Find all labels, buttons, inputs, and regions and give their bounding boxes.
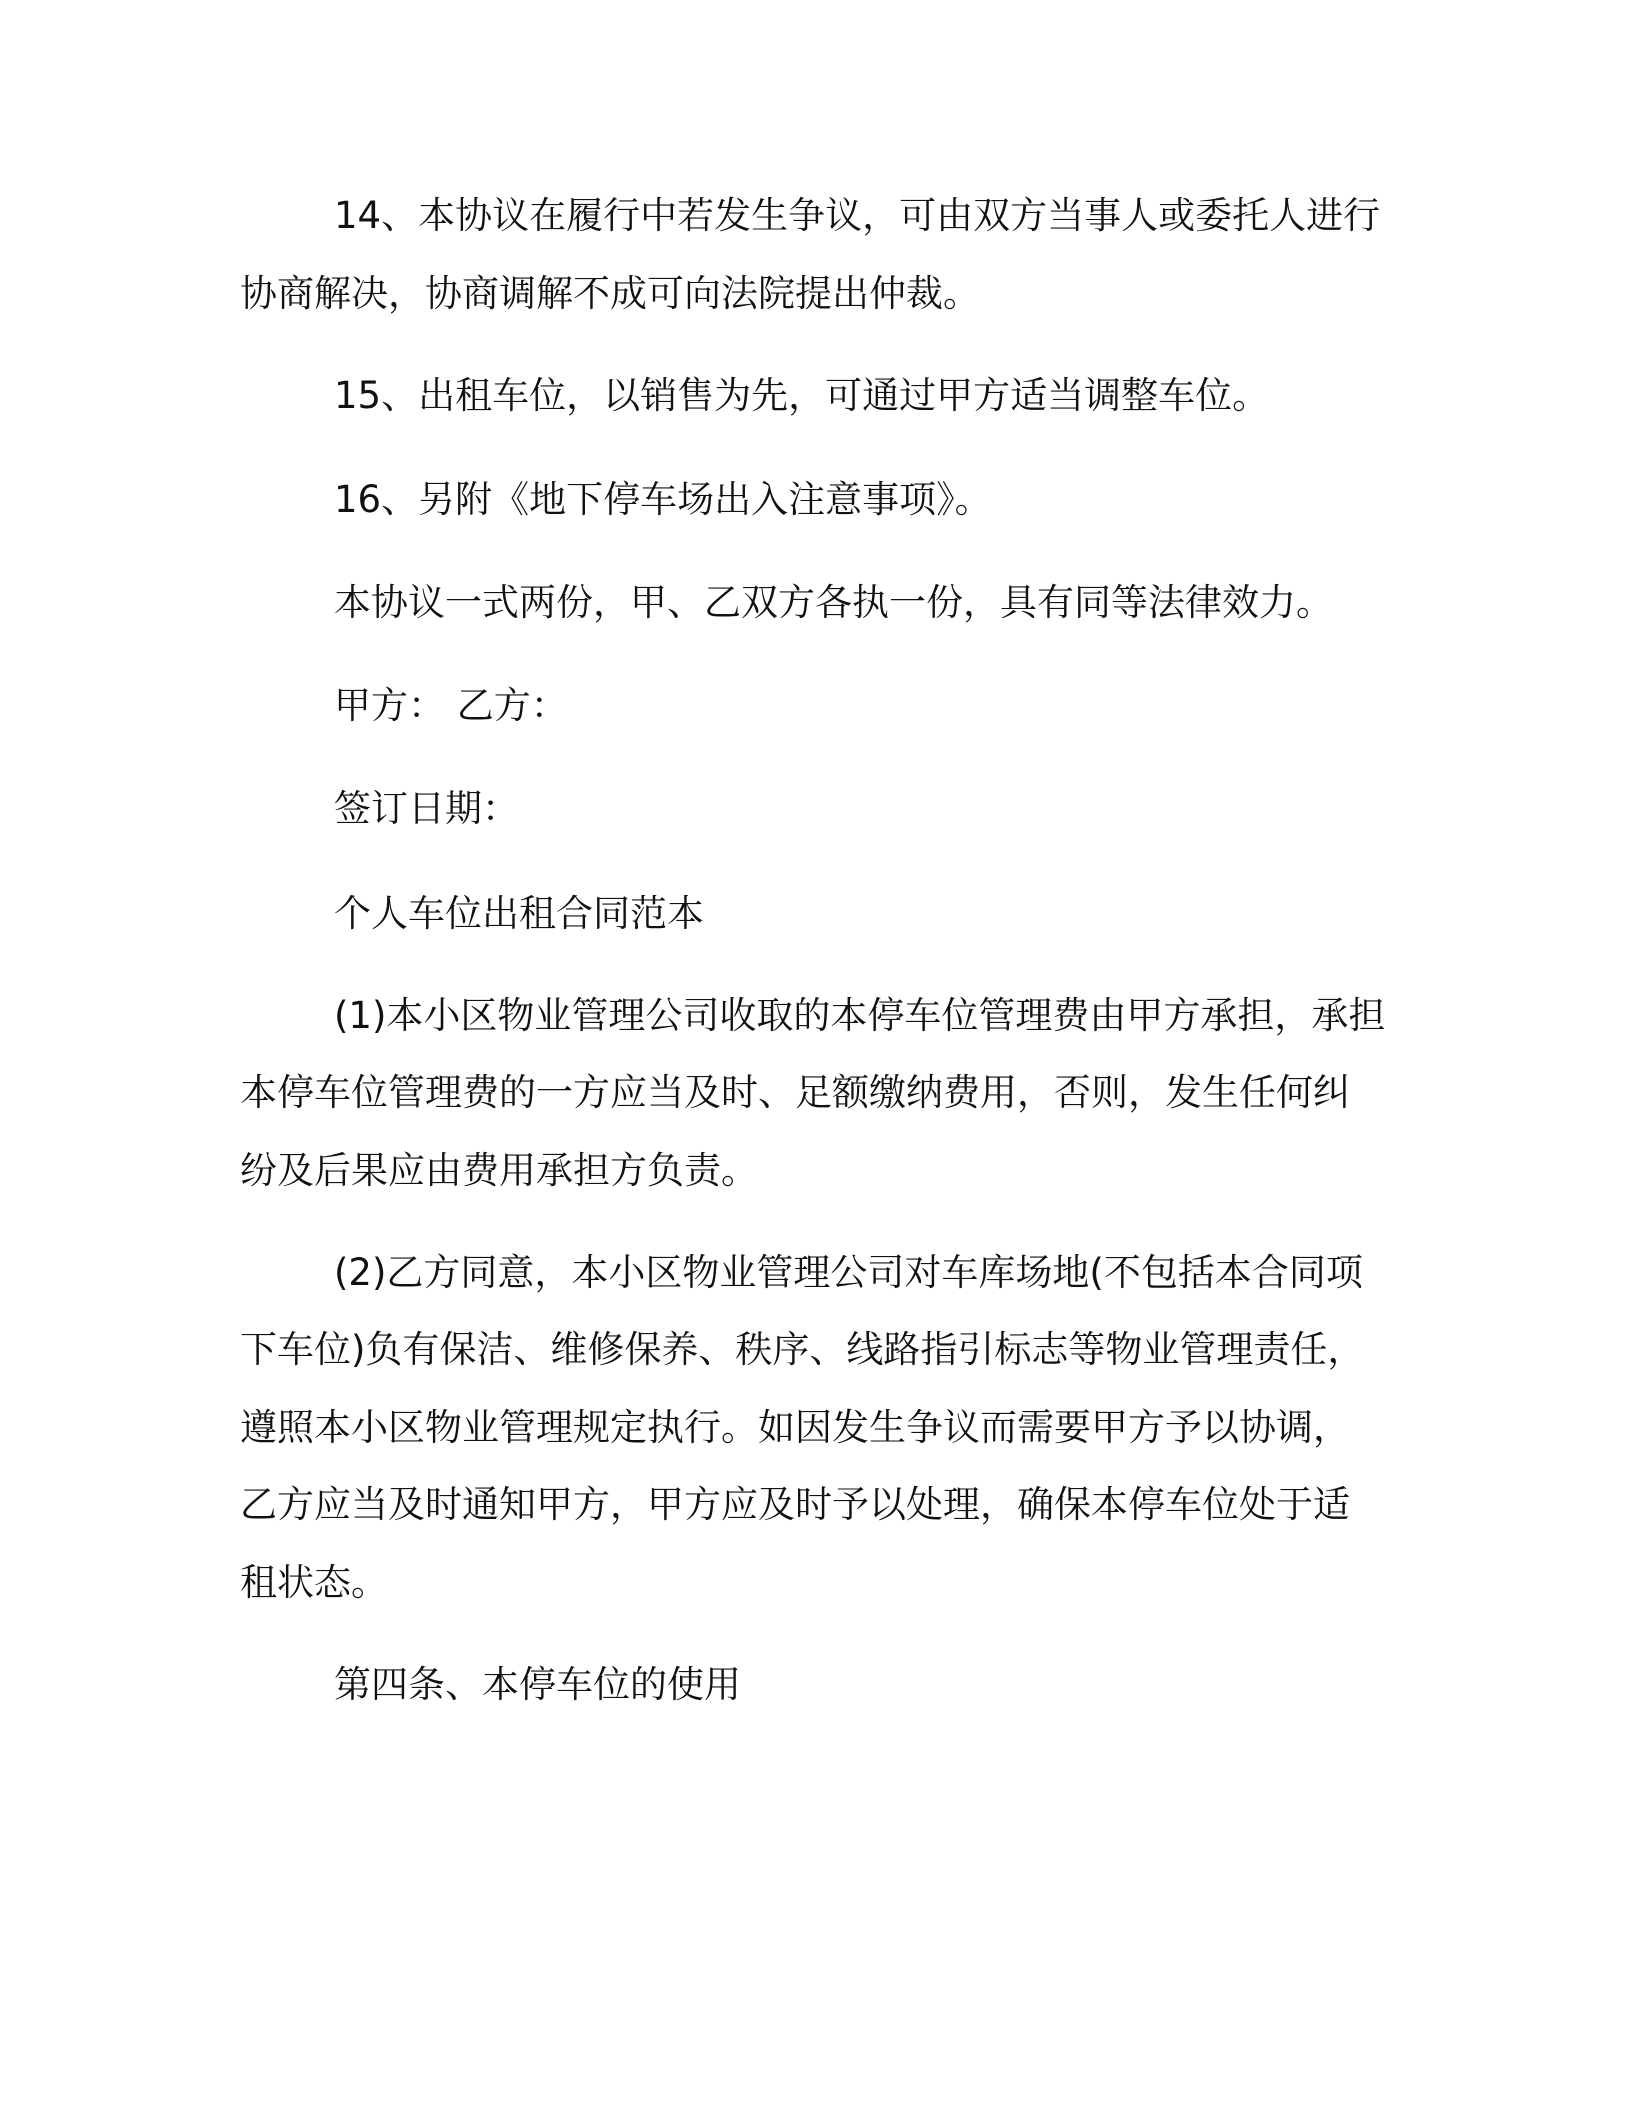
clause-14-line-2: 协商解决，协商调解不成可向法院提出仲裁。 <box>240 272 980 315</box>
clause-14-line-1: 14、本协议在履行中若发生争议，可由双方当事人或委托人进行 <box>334 194 1381 237</box>
clause-15-line-1: 15、出租车位，以销售为先，可通过甲方适当调整车位。 <box>334 374 1270 417</box>
item-1-line-2: 本停车位管理费的一方应当及时、足额缴纳费用，否则，发生任何纠 <box>240 1071 1350 1114</box>
copies-statement-line: 本协议一式两份，甲、乙双方各执一份，具有同等法律效力。 <box>334 581 1333 624</box>
item-2-line-2: 下车位)负有保洁、维修保养、秩序、线路指引标志等物业管理责任， <box>240 1328 1365 1371</box>
item-2-line-3: 遵照本小区物业管理规定执行。如因发生争议而需要甲方予以协调， <box>240 1406 1350 1449</box>
item-2-line-5: 租状态。 <box>240 1561 388 1604</box>
signing-date-line: 签订日期： <box>334 787 519 830</box>
article-4-heading-line: 第四条、本停车位的使用 <box>334 1663 741 1706</box>
clause-16-line-1: 16、另附《地下停车场出入注意事项》。 <box>334 478 992 521</box>
template-title-line: 个人车位出租合同范本 <box>334 892 704 935</box>
parties-line: 甲方： 乙方： <box>334 684 568 727</box>
item-1-line-3: 纷及后果应由费用承担方负责。 <box>240 1149 758 1192</box>
item-1-line-1: (1)本小区物业管理公司收取的本停车位管理费由甲方承担，承担 <box>334 994 1386 1037</box>
item-2-line-1: (2)乙方同意，本小区物业管理公司对车库场地(不包括本合同项 <box>334 1251 1363 1294</box>
item-2-line-4: 乙方应当及时通知甲方，甲方应及时予以处理，确保本停车位处于适 <box>240 1483 1350 1526</box>
